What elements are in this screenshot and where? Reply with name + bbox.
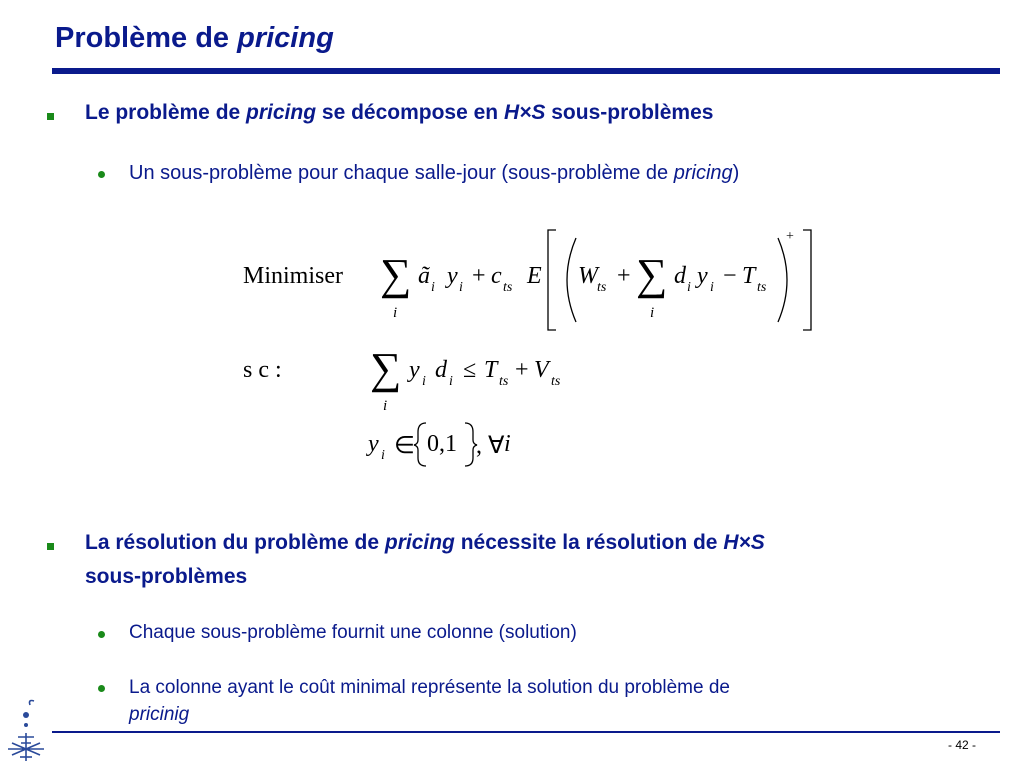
round-bullet-icon xyxy=(98,685,105,692)
W-var: W xyxy=(578,263,598,289)
W-subscript: ts xyxy=(597,280,607,295)
forall-index: i xyxy=(504,431,511,457)
bullet-1-sub xyxy=(129,162,739,185)
title-underline xyxy=(52,68,1000,74)
binary-set: 0,1 xyxy=(427,431,457,457)
sum-index-3: i xyxy=(383,398,388,414)
plus-sign: + xyxy=(472,263,486,289)
minus-sign: − xyxy=(723,263,737,289)
a-tilde: ã xyxy=(418,263,430,289)
sc-label: s c : xyxy=(243,357,282,383)
square-bullet-icon xyxy=(47,543,54,550)
y-subscript: i xyxy=(459,280,463,295)
y-var-2: y xyxy=(697,263,708,289)
bullet-1-sub-part2: ) xyxy=(732,162,740,184)
positive-part-sup: + xyxy=(786,229,794,244)
y-var-3: y xyxy=(409,357,420,383)
institution-logo-icon xyxy=(4,695,48,765)
y-var-4: y xyxy=(368,431,379,457)
bullet-2-line2: sous-problèmes xyxy=(85,565,248,588)
T-var-2: T xyxy=(484,357,498,383)
d-var-2: d xyxy=(435,357,447,383)
page-number: - 42 - xyxy=(947,738,976,752)
bullet-1-sub-italic: pricing xyxy=(673,162,733,184)
y-subscript-4: i xyxy=(381,448,385,463)
footer-rule xyxy=(52,731,1000,733)
d-subscript: i xyxy=(687,280,691,295)
sum-symbol-2: ∑ xyxy=(636,250,668,299)
element-of-sign: ∈ xyxy=(394,433,415,459)
square-bullet-icon xyxy=(47,113,54,120)
y-subscript-3: i xyxy=(422,374,426,389)
expectation-E: E xyxy=(527,263,542,289)
title-text: Problème de xyxy=(55,22,238,54)
sum-index: i xyxy=(393,305,398,321)
plus-sign-2: + xyxy=(617,263,631,289)
c-var: c xyxy=(491,263,502,289)
V-subscript: ts xyxy=(551,374,561,389)
bullet-1-italic1: pricing xyxy=(246,101,317,124)
title-italic: pricing xyxy=(237,22,334,54)
T-var: T xyxy=(742,263,756,289)
bullet-2-italic1: pricing xyxy=(384,531,455,554)
bullet-1 xyxy=(85,101,713,125)
round-bullet-icon xyxy=(98,631,105,638)
c-subscript: ts xyxy=(503,280,513,295)
bullet-2-part1: La résolution du problème de xyxy=(85,531,385,554)
y-subscript-2: i xyxy=(710,280,714,295)
V-var: V xyxy=(534,357,549,383)
y-var: y xyxy=(447,263,458,289)
bullet-1-part1: Le problème de xyxy=(85,101,247,124)
bullet-1-italic2: H×S xyxy=(503,101,546,124)
bullet-2-sub-2-line2: pricinig xyxy=(129,704,190,725)
plus-sign-3: + xyxy=(515,357,529,383)
minimiser-label: Minimiser xyxy=(243,263,343,289)
round-bullet-icon xyxy=(98,171,105,178)
bullet-2-sub-2: La colonne ayant le coût minimal représente la solution du problème de xyxy=(129,677,730,698)
bullet-2-line1 xyxy=(85,531,765,555)
T-subscript: ts xyxy=(757,280,767,295)
sum-symbol: ∑ xyxy=(380,250,412,299)
sum-symbol-3: ∑ xyxy=(370,344,402,393)
forall-sign: , ∀ xyxy=(476,433,505,459)
T-subscript-2: ts xyxy=(499,374,509,389)
a-subscript: i xyxy=(431,280,435,295)
leq-sign: ≤ xyxy=(463,357,477,383)
bullet-2-part2: nécessite la résolution de xyxy=(454,531,724,554)
bullet-1-part3: sous-problèmes xyxy=(545,101,714,124)
bullet-2-italic2: H×S xyxy=(723,531,765,554)
slide-title xyxy=(55,22,334,55)
sum-index-2: i xyxy=(650,305,655,321)
bullet-1-sub-part1: Un sous-problème pour chaque salle-jour (sous-problème de xyxy=(129,162,674,184)
d-var: d xyxy=(674,263,686,289)
bullet-1-part2: se décompose en xyxy=(316,101,504,124)
bullet-2-sub-1: Chaque sous-problème fournit une colonne (solution) xyxy=(129,622,577,643)
d-subscript-2: i xyxy=(449,374,453,389)
